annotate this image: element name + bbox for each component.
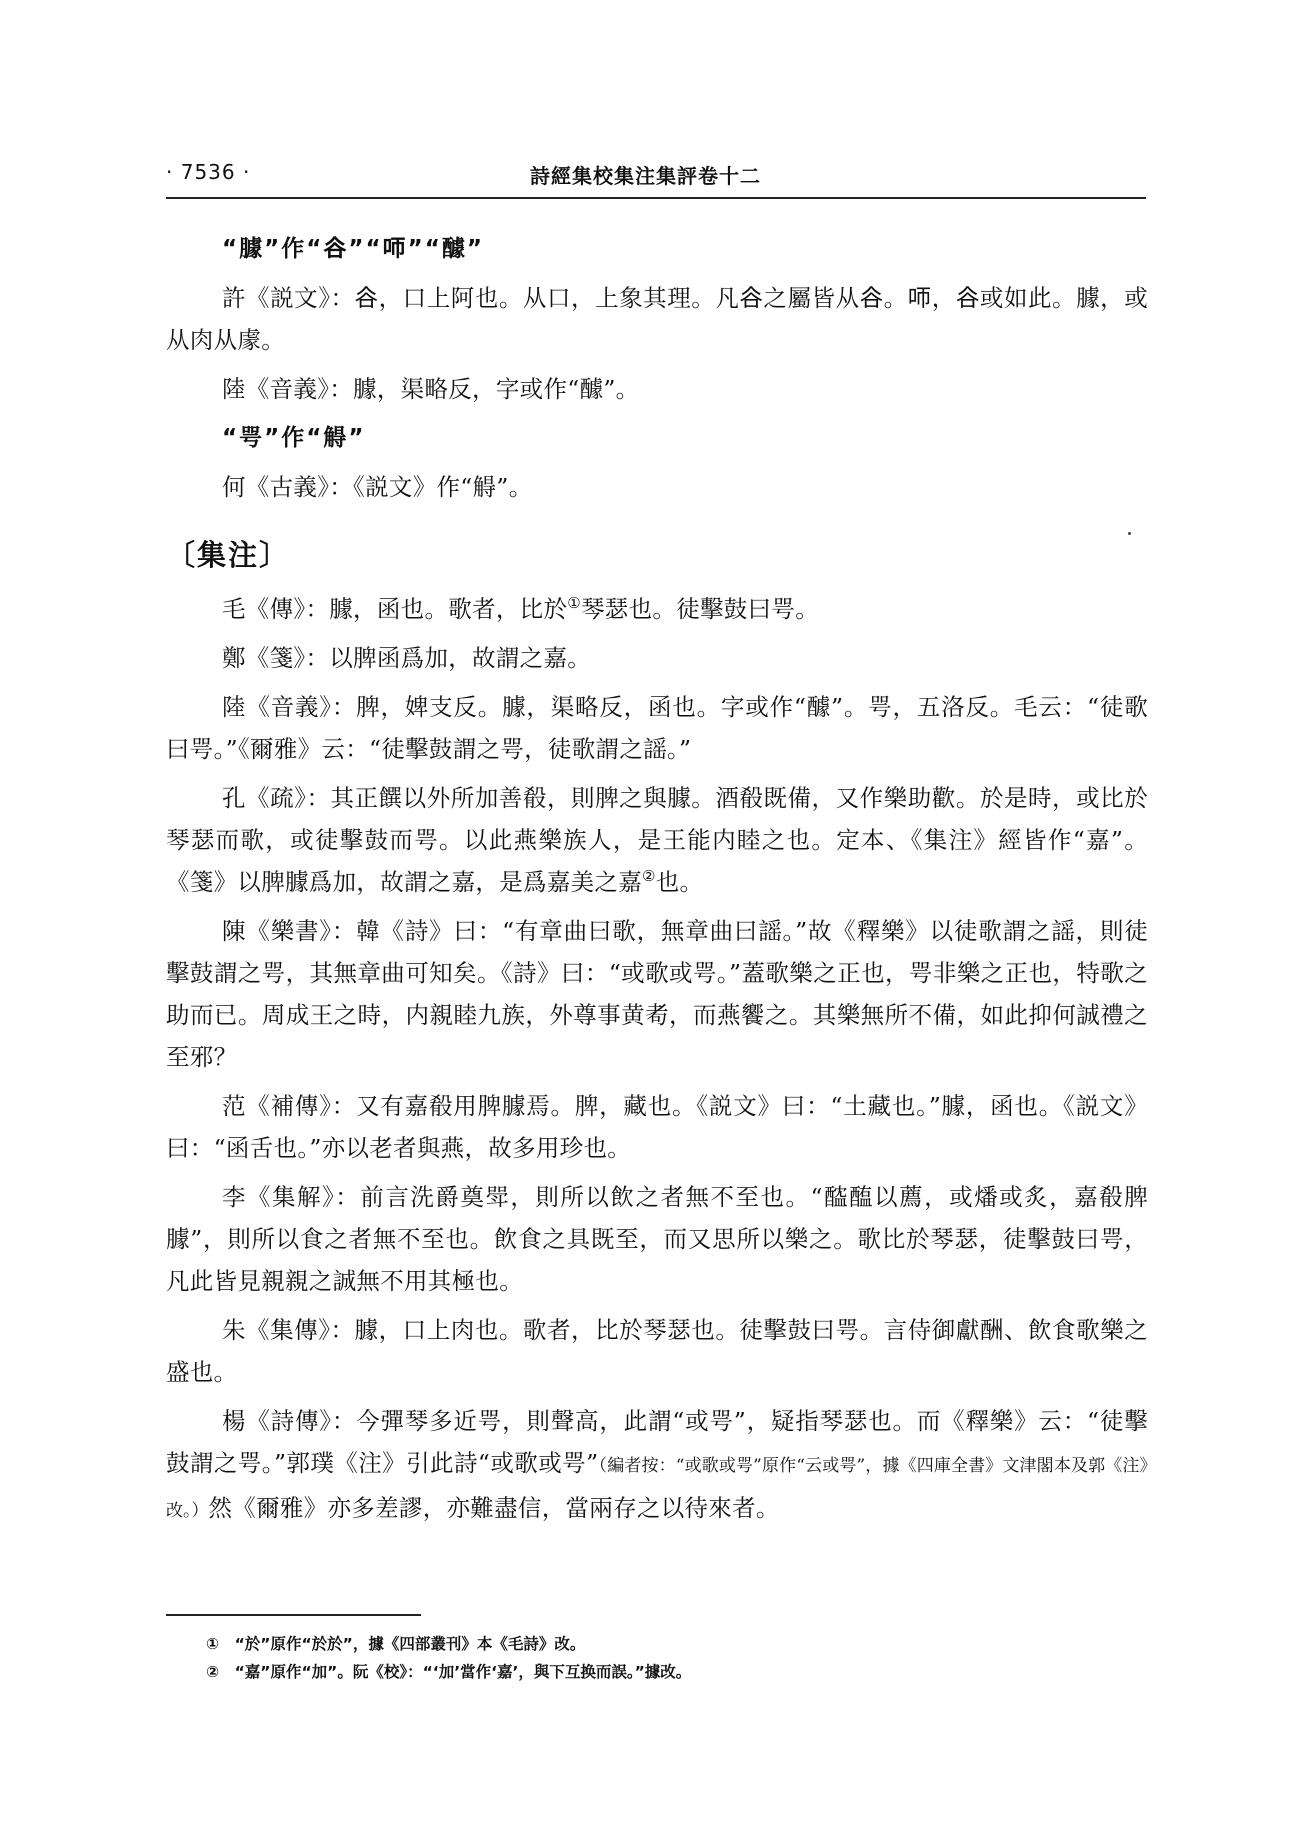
collation-paragraph: 許《説文》：𧮫，口上阿也。从口，上象其理。凡𧮫之屬皆从𧮫。𠯗，𧮫或如此。臄，或从肉从豦。 — [166, 284, 1148, 354]
footnote: ② “嘉”原作“加”。阮《校》：“‘加’當作‘嘉’，與下互换而誤。”據改。 — [206, 1663, 692, 1681]
commentary — [166, 588, 1148, 1532]
collation-notes — [166, 228, 1148, 508]
variant-heading: “咢”作“䚟” — [222, 425, 366, 451]
footnote-marker: ② — [642, 867, 656, 886]
editor-note: （編者按：“或歌或咢”原作“云或咢”，據《四庫全書》文津閣本及郭《注》改。） — [166, 1456, 1149, 1521]
collation-paragraph: 陸《音義》：臄，渠略反，字或作“醵”。 — [222, 375, 640, 403]
footnote-marker: ① — [567, 594, 581, 613]
commentary-paragraph: 陳《樂書》：韓《詩》曰：“有章曲曰歌，無章曲曰謡。”故《釋樂》以徒歌謂之謡，則徒擊鼓謂之咢，其無章曲可知矣。《詩》曰：“或歌或咢。”蓋歌樂之正也，咢非樂之正也，特歌之助而已。周成王之時，内親睦九族，外尊事黄耇，而燕饗之。其樂無所不備，如此抑何誠禮之至邪？ — [166, 917, 1148, 1071]
commentary-paragraph: 楊《詩傳》：今彈琴多近咢，則聲高，此謂“或咢”，疑指琴瑟也。而《釋樂》云：“徒擊鼓謂之咢。”郭璞《注》引此詩“或歌或咢”（編者按：“或歌或咢”原作“云或咢”，據《四庫全書》文津閣本及郭《注》改。）然《爾雅》亦多差謬，亦難盡信，當兩存之以待來者。 — [166, 1407, 1149, 1522]
page-body — [166, 228, 1148, 1539]
footnotes — [206, 1630, 1106, 1686]
commentary-paragraph: 朱《集傳》：臄，口上肉也。歌者，比於琴瑟也。徒擊鼓曰咢。言侍御獻酬、飲食歌樂之盛也。 — [166, 1316, 1148, 1386]
running-title: 詩經集校集注集評卷十二 — [530, 164, 761, 188]
commentary-paragraph: 毛《傳》：臄，函也。歌者，比於①琴瑟也。徒擊鼓曰咢。 — [222, 594, 819, 623]
footnote: ① “於”原作“於於”，據《四部叢刊》本《毛詩》改。 — [206, 1635, 586, 1653]
page-header — [166, 160, 1146, 190]
scan-speck — [1128, 532, 1131, 535]
section-title: 〔集注〕 — [166, 538, 291, 572]
footnote-rule — [166, 1614, 421, 1616]
page-number: · 7536 · — [166, 160, 251, 184]
commentary-paragraph: 鄭《箋》：以脾函爲加，故謂之嘉。 — [222, 644, 592, 672]
header-rule — [166, 197, 1146, 199]
commentary-paragraph: 孔《疏》：其正饌以外所加善殽，則脾之與臄。酒殽既備，又作樂助歡。於是時，或比於琴瑟而歌，或徒擊鼓而咢。以此燕樂族人，是王能内睦之也。定本、《集注》經皆作“嘉”。《箋》以脾臄爲加，故謂之嘉，是爲嘉美之嘉②也。 — [166, 784, 1148, 896]
variant-heading: “臄”作“𧮫”“𠯗”“醵” — [222, 236, 484, 262]
commentary-paragraph: 陸《音義》：脾，婢支反。臄，渠略反，函也。字或作“醵”。咢，五洛反。毛云：“徒歌曰咢。”《爾雅》云：“徒擊鼓謂之咢，徒歌謂之謡。” — [166, 693, 1148, 763]
commentary-paragraph: 李《集解》：前言洗爵奠斝，則所以飲之者無不至也。“醓醢以薦，或燔或炙，嘉殽脾臄”，則所以食之者無不至也。飲食之具既至，而又思所以樂之。歌比於琴瑟，徒擊鼓曰咢，凡此皆見親親之誠無不用其極也。 — [166, 1183, 1148, 1295]
collation-paragraph: 何《古義》：《説文》作“䚟”。 — [222, 473, 533, 501]
commentary-paragraph: 范《補傳》：又有嘉殽用脾臄焉。脾，藏也。《説文》曰：“土藏也。”臄，函也。《説文》曰：“函舌也。”亦以老者與燕，故多用珍也。 — [166, 1092, 1148, 1162]
